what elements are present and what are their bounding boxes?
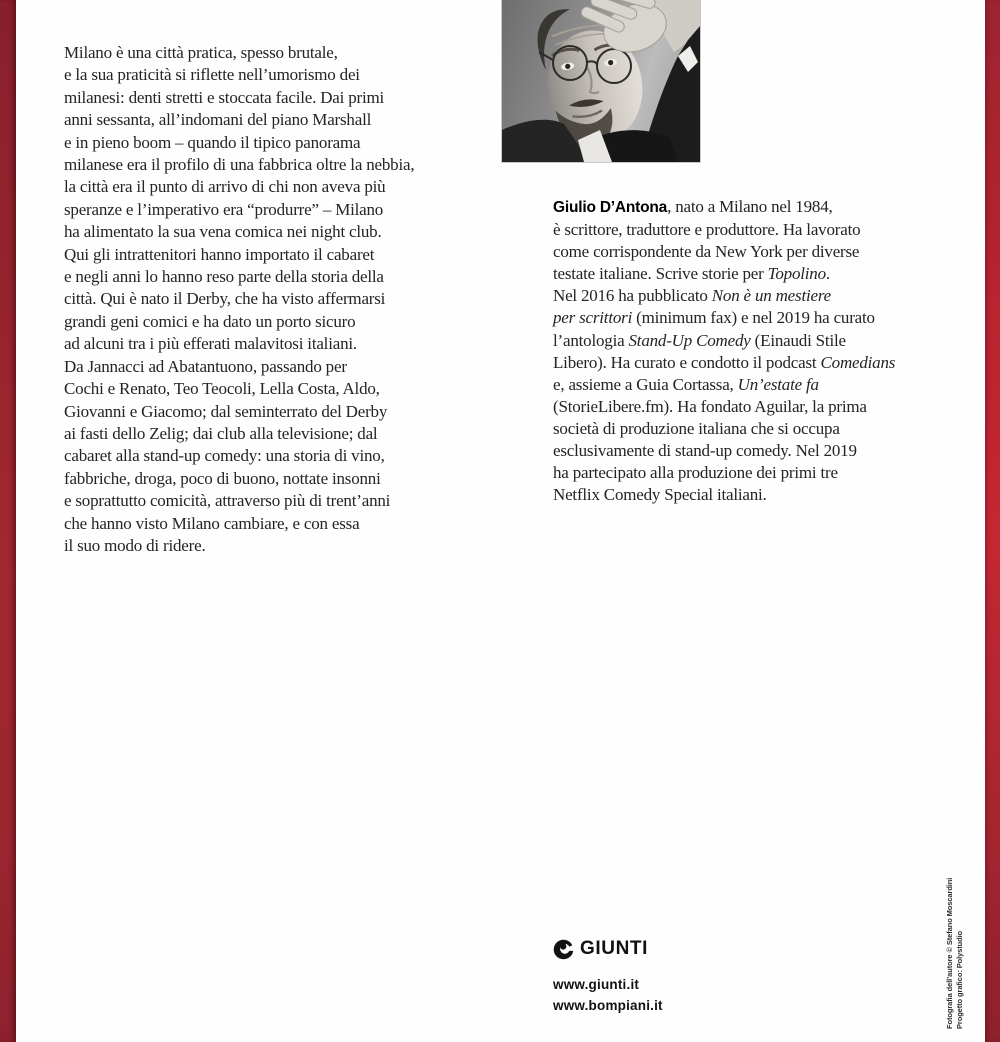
bompiani-url: www.bompiani.it — [553, 998, 663, 1013]
publisher-block — [553, 938, 663, 1016]
author-portrait-illustration — [502, 0, 700, 162]
giunti-logo-icon — [553, 939, 574, 960]
publisher-urls — [553, 974, 663, 1016]
author-bio-text: Giulio D’Antona, nato a Milano nel 1984, è scrittore, traduttore e produttore. Ha lavorato come corrispondente da New York per diverse testate italiane. Scrive storie per Topolino. Nel 2016 ha pubblicato Non è un mestiere per scrittori (minimum fax) e nel 2019 ha curato l’antologia Stand-Up Comedy (Einaudi Stile Libero). Ha curato e condotto il podcast Comedians e, assieme a Guia Cortassa, Un’estate fa (StorieLibere.fm). Ha fondato Aguilar, la prima società di produzione italiana che si occupa esclusivamente di stand-up comedy. Nel 2019 ha partecipato alla produzione dei primi tre Netflix Comedy Special italiani. — [553, 197, 896, 505]
photo-and-design-credits: Fotografia dell’autore © Stefano Moscardini Progetto grafico: Polystudio — [945, 877, 964, 1029]
right-red-band — [985, 0, 1000, 1042]
publisher-logo — [553, 938, 663, 960]
giunti-url: www.giunti.it — [553, 977, 640, 992]
author-photo — [502, 0, 700, 162]
publisher-name: GIUNTI — [580, 938, 648, 959]
flap-description-text: Milano è una città pratica, spesso brutale, e la sua praticità si riflette nell’umorismo dei milanesi: denti stretti e stoccata facile. Dai primi anni sessanta, all’indomani del piano Marshall e in pieno boom – quando il tipico panorama milanese era il profilo di una fabbrica oltre la nebbia, la città era il punto di arrivo di chi non aveva più speranze e l’imperativo era “produrre” – Milano ha alimentato la sua vena comica nei night club. Qui gli intrattenitori hanno importato il cabaret e negli anni lo hanno reso parte della storia della città. Qui è nato il Derby, che ha visto affermarsi grandi geni comici e ha dato un porto sicuro ad alcuni tra i più efferati malavitosi italiani. Da Jannacci ad Abatantuono, passando per Cochi e Renato, Teo Teocoli, Lella Costa, Aldo, Giovanni e Giacomo; dal seminterrato del Derby ai fasti dello Zelig; dai club alla televisione; dal cabaret alla stand-up comedy: una storia di vino, fabbriche, droga, poco di buono, nottate insonni e soprattutto comicità, attraverso più di trent’anni che hanno visto Milano cambiare, e con essa il suo modo di ridere. — [64, 43, 415, 555]
left-red-band — [0, 0, 16, 1042]
